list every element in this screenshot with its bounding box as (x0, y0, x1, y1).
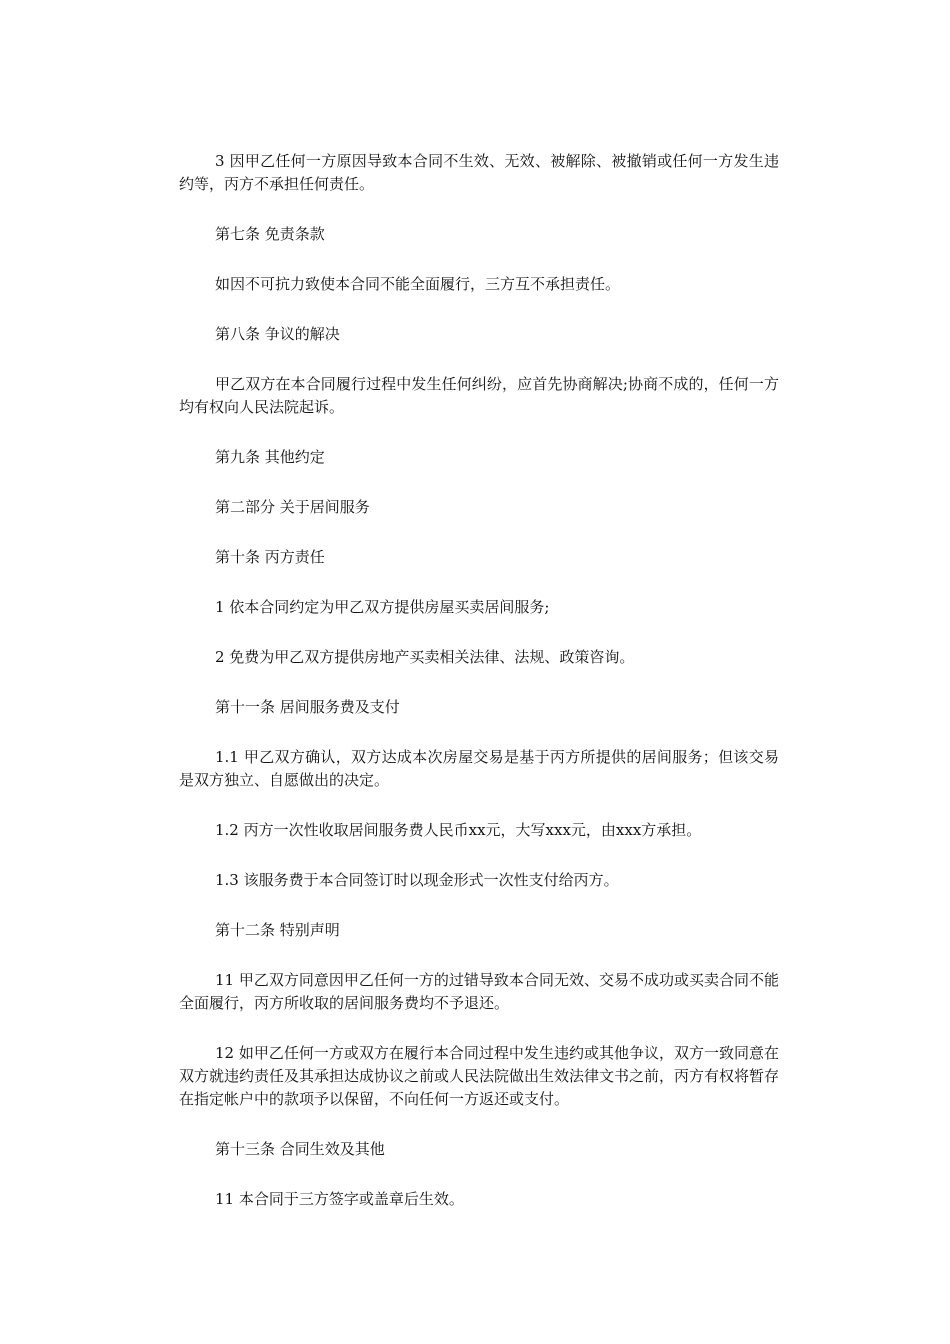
article-13-heading: 第十三条 合同生效及其他 (215, 1140, 385, 1158)
article-10-heading: 第十条 丙方责任 (215, 548, 325, 566)
paragraph-10: 2 免费为甲乙双方提供房地产买卖相关法律、法规、政策咨询。 (215, 648, 635, 666)
paragraph-16: 11 甲乙双方同意因甲乙任何一方的过错导致本合同无效、交易不成功或买卖合同不能全面履行，丙方所收取的居间服务费均不予退还。 (179, 971, 779, 1012)
paragraph-1: 3 因甲乙任何一方原因导致本合同不生效、无效、被解除、被撤销或任何一方发生违约等，丙方不承担任何责任。 (179, 152, 779, 193)
paragraph-9: 1 依本合同约定为甲乙双方提供房屋买卖居间服务; (215, 598, 550, 616)
part-2-heading: 第二部分 关于居间服务 (215, 498, 370, 516)
paragraph-19: 11 本合同于三方签字或盖章后生效。 (215, 1190, 464, 1208)
document-body (179, 150, 779, 1238)
article-12-heading: 第十二条 特别声明 (215, 921, 340, 939)
article-7-heading: 第七条 免责条款 (215, 225, 325, 243)
article-11-heading: 第十一条 居间服务费及支付 (215, 698, 400, 716)
paragraph-14: 1.3 该服务费于本合同签订时以现金形式一次性支付给丙方。 (215, 871, 619, 889)
article-8-heading: 第八条 争议的解决 (215, 325, 340, 343)
paragraph-3: 如因不可抗力致使本合同不能全面履行，三方互不承担责任。 (215, 275, 621, 293)
paragraph-5: 甲乙双方在本合同履行过程中发生任何纠纷，应首先协商解决;协商不成的，任何一方均有权向人民法院起诉。 (179, 375, 779, 416)
article-9-heading: 第九条 其他约定 (215, 448, 325, 466)
paragraph-12: 1.1 甲乙双方确认，双方达成本次房屋交易是基于丙方所提供的居间服务；但该交易是双方独立、自愿做出的决定。 (179, 748, 779, 789)
paragraph-17: 12 如甲乙任何一方或双方在履行本合同过程中发生违约或其他争议，双方一致同意在双方就违约责任及其承担达成协议之前或人民法院做出生效法律文书之前，丙方有权将暂存在指定帐户中的款项予以保留，不向任何一方返还或支付。 (179, 1044, 780, 1108)
paragraph-13: 1.2 丙方一次性收取居间服务费人民币xx元，大写xxx元，由xxx方承担。 (215, 821, 702, 839)
